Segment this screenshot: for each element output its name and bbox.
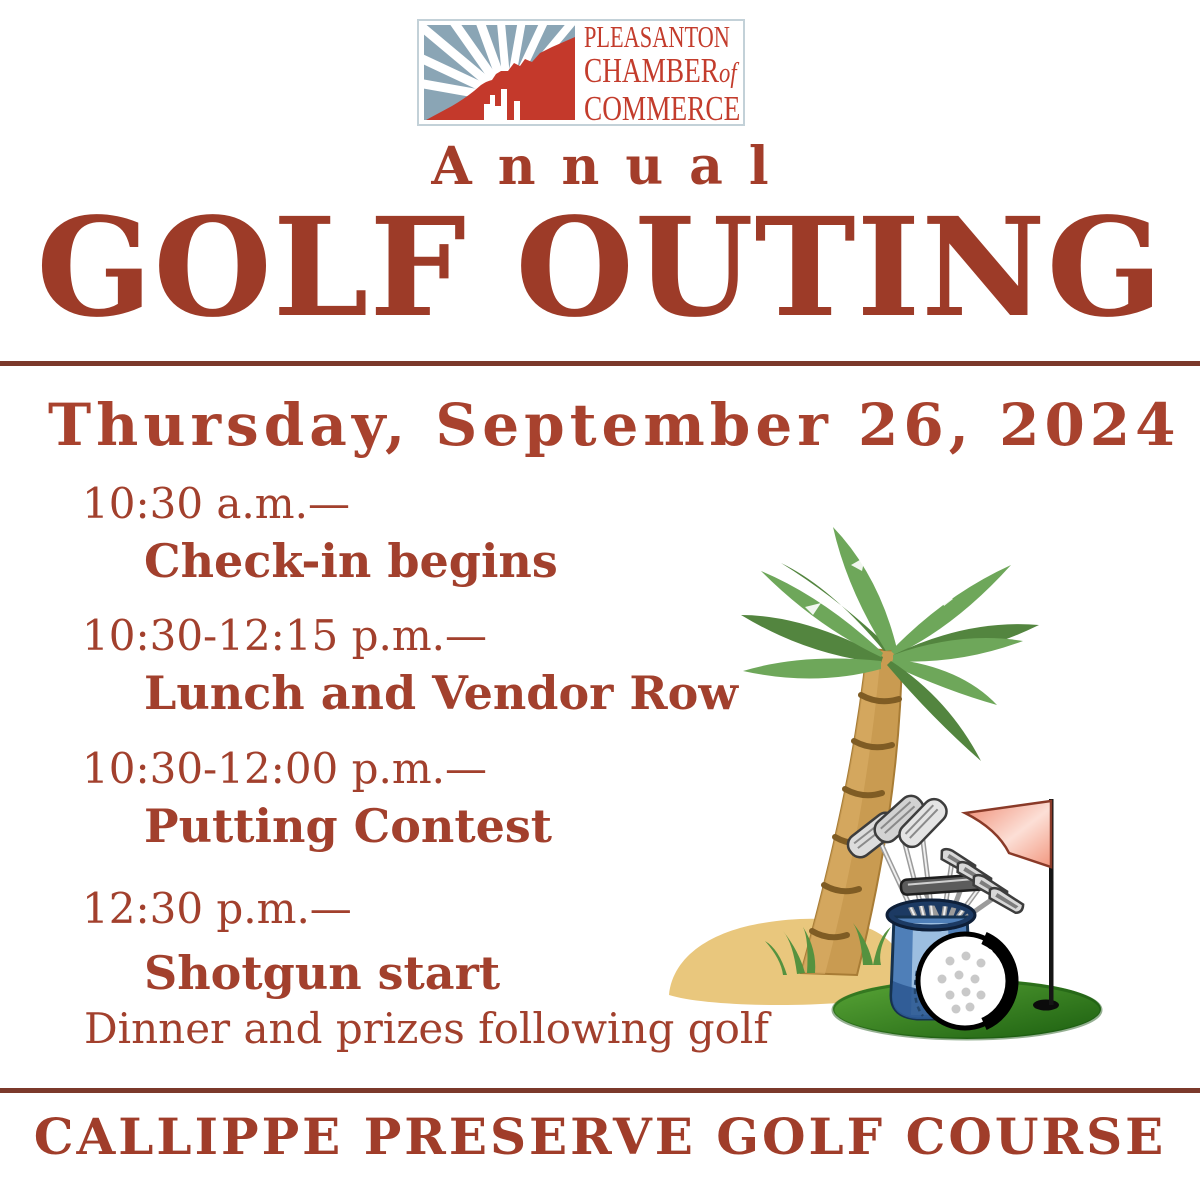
venue-name: CALLIPPE PRESERVE GOLF COURSE	[33, 1107, 1167, 1166]
event-title: GOLF OUTING	[36, 188, 1164, 348]
schedule-time: 10:30-12:00 p.m.—	[82, 744, 488, 793]
divider-top	[0, 361, 1200, 366]
logo-text	[584, 20, 787, 126]
skyline-notch-icon	[514, 101, 520, 120]
schedule-activity: Lunch and Vendor Row	[144, 666, 738, 720]
golf-hole-icon	[1033, 1000, 1059, 1011]
schedule-time: 10:30 a.m.—	[82, 479, 350, 528]
palm-tree-golf-illustration	[655, 503, 1115, 1051]
divider-bottom	[0, 1088, 1200, 1093]
schedule-time: 12:30 p.m.—	[82, 884, 352, 933]
schedule-time: 10:30-12:15 p.m.—	[82, 611, 488, 660]
schedule-activity: Shotgun start	[144, 946, 501, 1000]
logo-line-1: PLEASANTON	[584, 18, 730, 54]
annual-kicker: Annual	[431, 136, 795, 197]
event-date: Thursday, September 26, 2024	[48, 391, 1181, 459]
logo-of: of	[719, 56, 737, 89]
schedule-activity: Putting Contest	[144, 799, 553, 853]
schedule-activity: Check-in begins	[144, 534, 558, 588]
logo-line-3: COMMERCE	[584, 88, 741, 128]
golf-ball-icon	[918, 934, 1012, 1028]
chamber-logo	[417, 19, 745, 126]
sunburst-ridge-icon	[424, 25, 575, 120]
schedule-note: Dinner and prizes following golf	[84, 1004, 769, 1053]
logo-line-2: CHAMBERof	[584, 50, 737, 90]
